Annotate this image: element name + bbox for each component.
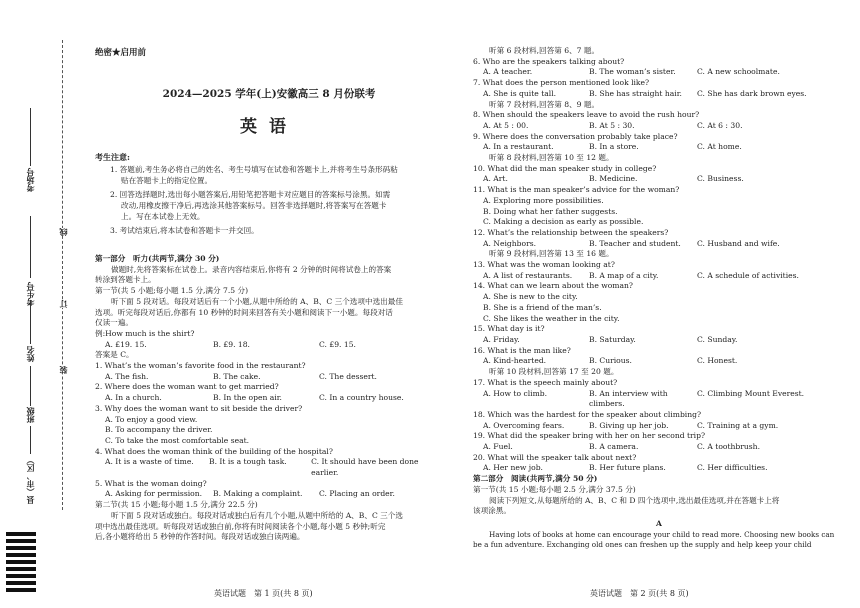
option: A. The fish. (105, 371, 149, 381)
option: B. It is a tough task. (209, 457, 287, 467)
question-13: 13. What was the woman looking at? (473, 260, 615, 270)
exam-no-label: 考场号 (25, 168, 35, 192)
notice-item: 2. 回答选择题时,选出每小题答案后,用铅笔把答题卡对应题目的答案标号涂黑。如需 (110, 190, 391, 199)
question-19: 19. What did the speaker bring with her on her second trip? (473, 431, 706, 441)
sec1-title: 第一节(共 5 小题;每小题 1.5 分,满分 7.5 分) (95, 286, 249, 296)
question-5: 5. What is the woman doing? (95, 478, 207, 488)
page-footer-left: 英语试题 第 1 页(共 8 页) (214, 589, 313, 598)
q18-options (473, 421, 845, 432)
notice-item: 1. 答题前,考生务必将自己的姓名、考生号填写在试卷和答题卡上,并将考生号条形码粘 (110, 165, 398, 174)
option: A. Friday. (483, 334, 520, 344)
passage-label: A (656, 518, 662, 528)
option: C. Business. (697, 174, 744, 184)
question-18: 18. Which was the hardest for the speaker about climbing? (473, 409, 702, 419)
question-14: 14. What can we learn about the woman? (473, 281, 633, 291)
name-line (30, 300, 31, 344)
question-20: 20. What will the speaker talk about next? (473, 452, 637, 462)
cut-line (62, 40, 63, 510)
option: C. Husband and wife. (697, 238, 780, 248)
q17-options (473, 389, 845, 410)
option: C. Training at a gym. (697, 420, 779, 430)
seat-no-label: 考生号 (25, 282, 35, 306)
question-17: 17. What is the speech mainly about? (473, 377, 618, 387)
option: B. Saturday. (589, 334, 636, 344)
option: B. Teacher and student. (589, 238, 681, 248)
q7-options (473, 89, 845, 100)
example-question: 例:How much is the shirt? (95, 328, 195, 338)
option: B. In a store. (589, 142, 639, 152)
question-15: 15. What day is it? (473, 324, 545, 334)
option: C. At 6 : 30. (697, 120, 743, 130)
option: C. Placing an order. (319, 489, 395, 499)
option: B. A camera. (589, 442, 639, 452)
sec2-intro: 项中选出最佳选项。听每段对话或独白前,你将有时间阅读各个小题,每小题 5 秒钟;听完 (95, 521, 386, 531)
notice-item: 改动,用橡皮擦干净后,再选涂其他答案标号。回答非选择题时,将答案写在答题卡 (121, 201, 387, 210)
question-2: 2. Where does the woman want to get married? (95, 382, 279, 392)
q15-options (473, 335, 845, 346)
option: B. She is a friend of the man’s. (483, 302, 602, 312)
option: C. She has dark brown eyes. (697, 88, 807, 98)
sec1-intro: 选项。听完每段对话后,你都有 10 秒钟的时间来回答有关小题和阅读下一小题。每段对话 (95, 307, 393, 317)
option: C. A toothbrush. (697, 442, 760, 452)
q20-options (473, 463, 845, 474)
option: A. To enjoy a good view. (105, 414, 198, 424)
part1-intro: 转涂到答题卡上。 (95, 275, 156, 285)
option: B. In the open air. (213, 393, 282, 403)
question-8: 8. When should the speakers leave to avoid the rush hour? (473, 110, 700, 120)
part1-title: 第一部分 听力(共两节,满分 30 分) (95, 254, 220, 263)
q16-options (473, 356, 845, 367)
option: B. The cake. (213, 371, 261, 381)
q10-options (473, 174, 845, 185)
option: B. An interview with climbers. (589, 388, 668, 409)
option: B. To accompany the driver. (105, 425, 213, 435)
question-11: 11. What is the man speaker’s advice for the woman? (473, 185, 680, 195)
option: A. In a restaurant. (483, 142, 554, 152)
option: C. She likes the weather in the city. (483, 313, 620, 323)
option: C. Climbing Mount Everest. (697, 388, 805, 398)
option: C. Making a decision as early as possible. (483, 217, 644, 227)
exam-title: 2024—2025 学年(上)安徽高三 8 月份联考 (162, 88, 376, 100)
q1-options (95, 372, 443, 383)
option: C. Her difficulties. (697, 463, 768, 473)
option: C. A schedule of activities. (697, 270, 799, 280)
question-6: 6. Who are the speakers talking about? (473, 56, 625, 66)
option: B. The woman’s sister. (589, 67, 676, 77)
cut-char-3: 装 (58, 366, 68, 374)
question-3: 3. Why does the woman want to sit beside the driver? (95, 403, 303, 413)
option: B. At 5 : 30. (589, 120, 635, 130)
option: B. Her future plans. (589, 463, 666, 473)
question-16: 16. What is the man like? (473, 345, 571, 355)
question-9: 9. Where does the conversation probably take place? (473, 131, 678, 141)
material-7: 听第 7 段材料,回答第 8、9 题。 (489, 99, 600, 109)
question-10: 10. What did the man speaker study in college? (473, 163, 657, 173)
option: A. £19. 15. (105, 339, 147, 349)
binding-strip (0, 0, 90, 608)
class-label: 班级 (25, 407, 35, 423)
q8-options (473, 121, 845, 132)
option: A. How to climb. (483, 388, 548, 398)
option: A. A list of restaurants. (483, 270, 573, 280)
notice-title: 考生注意: (95, 152, 130, 162)
option: A. Exploring more possibilities. (483, 195, 604, 205)
option: B. Giving up her job. (589, 420, 669, 430)
passage-line: Having lots of books at home can encourage your child to read more. Choosing new books can (489, 529, 835, 539)
option: A. Asking for permission. (105, 489, 203, 499)
material-10: 听第 10 段材料,回答第 17 至 20 题。 (489, 367, 619, 377)
name-label: 姓名 (25, 346, 35, 362)
notice-item: 上。写在本试卷上无效。 (121, 212, 205, 221)
notice-item: 贴在答题卡上的指定位置。 (121, 176, 213, 185)
subject-title: 英语 (240, 117, 298, 137)
q9-options (473, 142, 845, 153)
q6-options (473, 67, 845, 78)
option: A. In a church. (105, 393, 162, 403)
part2-intro: 该项涂黑。 (473, 506, 511, 516)
secret-mark: 绝密★启用前 (95, 48, 147, 58)
option: B. £9. 18. (213, 339, 250, 349)
part1-block (95, 254, 443, 543)
option: A. It is a waste of time. (105, 457, 194, 467)
option: A. Art. (483, 174, 508, 184)
option: B. Making a complaint. (213, 489, 303, 499)
option: C. At home. (697, 142, 742, 152)
option: C. It should have been done earlier. (311, 457, 419, 478)
option: B. Curious. (589, 356, 632, 366)
option: A. Overcoming fears. (483, 420, 565, 430)
county-line (30, 426, 31, 454)
part1-intro: 做题时,先将答案标在试卷上。录音内容结束后,你将有 2 分钟的时间将试卷上的答案 (111, 264, 392, 274)
sec2-intro: 后,各小题将给出 5 秒钟的作答时间。每段对话或独白读两遍。 (95, 532, 305, 542)
county-label: 县（市、区） (25, 456, 35, 504)
option: A. She is quite tall. (483, 88, 557, 98)
option: C. In a country house. (319, 393, 404, 403)
exam-no-line (30, 108, 31, 166)
page-footer-right: 英语试题 第 2 页(共 8 页) (590, 589, 689, 598)
option: A. A teacher. (483, 67, 533, 77)
material-8: 听第 8 段材料,回答第 10 至 12 题。 (489, 153, 614, 163)
option: A. Fuel. (483, 442, 513, 452)
q5-options (95, 489, 443, 500)
sec2-title: 第二节(共 15 小题;每小题 1.5 分,满分 22.5 分) (95, 500, 258, 510)
right-column (473, 46, 845, 551)
sec1-intro: 仅读一遍。 (95, 318, 133, 328)
cut-char-2: 订 (58, 300, 68, 308)
option: B. Medicine. (589, 174, 638, 184)
option: A. Neighbors. (483, 238, 537, 248)
question-7: 7. What does the person mentioned look like? (473, 78, 650, 88)
class-line (30, 366, 31, 406)
option: B. Doing what her father suggests. (483, 206, 618, 216)
notice-item: 3. 考试结束后,将本试卷和答题卡一并交回。 (110, 226, 259, 235)
option: A. At 5 : 00. (483, 120, 529, 130)
example-answer: 答案是 C。 (95, 350, 134, 360)
sec2-intro: 听下面 5 段对话或独白。每段对话或独白后有几个小题,从题中所给的 A、B、C 三个选 (111, 510, 403, 520)
seat-no-line (30, 216, 31, 278)
q19-options (473, 442, 845, 453)
question-4: 4. What does the woman think of the building of the hospital? (95, 446, 333, 456)
sec1-intro: 听下面 5 段对话。每段对话后有一个小题,从题中所给的 A、B、C 三个选项中选出最佳 (111, 296, 403, 306)
option: C. To take the most comfortable seat. (105, 435, 250, 445)
cut-char-1: 线 (58, 228, 68, 236)
option: C. A new schoolmate. (697, 67, 780, 77)
q2-options (95, 393, 443, 404)
option: C. Honest. (697, 356, 738, 366)
passage-line: be a fun adventure. Exchanging old ones can freshen up the supply and help keep your child (473, 540, 812, 550)
q4-options (95, 457, 443, 478)
option: C. The dessert. (319, 371, 377, 381)
material-9: 听第 9 段材料,回答第 13 至 16 题。 (489, 249, 614, 259)
part2-sec1: 第一节(共 15 小题;每小题 2.5 分,满分 37.5 分) (473, 484, 636, 494)
option: A. Her new job. (483, 463, 543, 473)
q12-options (473, 239, 845, 250)
notice-list (110, 164, 445, 236)
part2-intro: 阅读下列短文,从每题所给的 A、B、C 和 D 四个选项中,选出最佳选项,并在答题卡上将 (489, 495, 780, 505)
example-options (95, 340, 443, 351)
question-1: 1. What’s the woman’s favorite food in the restaurant? (95, 361, 306, 371)
option: B. She has straight hair. (589, 88, 682, 98)
option: C. Sunday. (697, 334, 738, 344)
part2-title: 第二部分 阅读(共两节,满分 50 分) (473, 474, 598, 484)
material-6: 听第 6 段材料,回答第 6、7 题。 (489, 46, 600, 55)
option: A. Kind-hearted. (483, 356, 547, 366)
question-12: 12. What’s the relationship between the speakers? (473, 227, 669, 237)
q13-options (473, 271, 845, 282)
option: A. She is new to the city. (483, 292, 578, 302)
option: C. £9. 15. (319, 339, 356, 349)
option: B. A map of a city. (589, 270, 659, 280)
barcode-stripes (6, 532, 36, 602)
